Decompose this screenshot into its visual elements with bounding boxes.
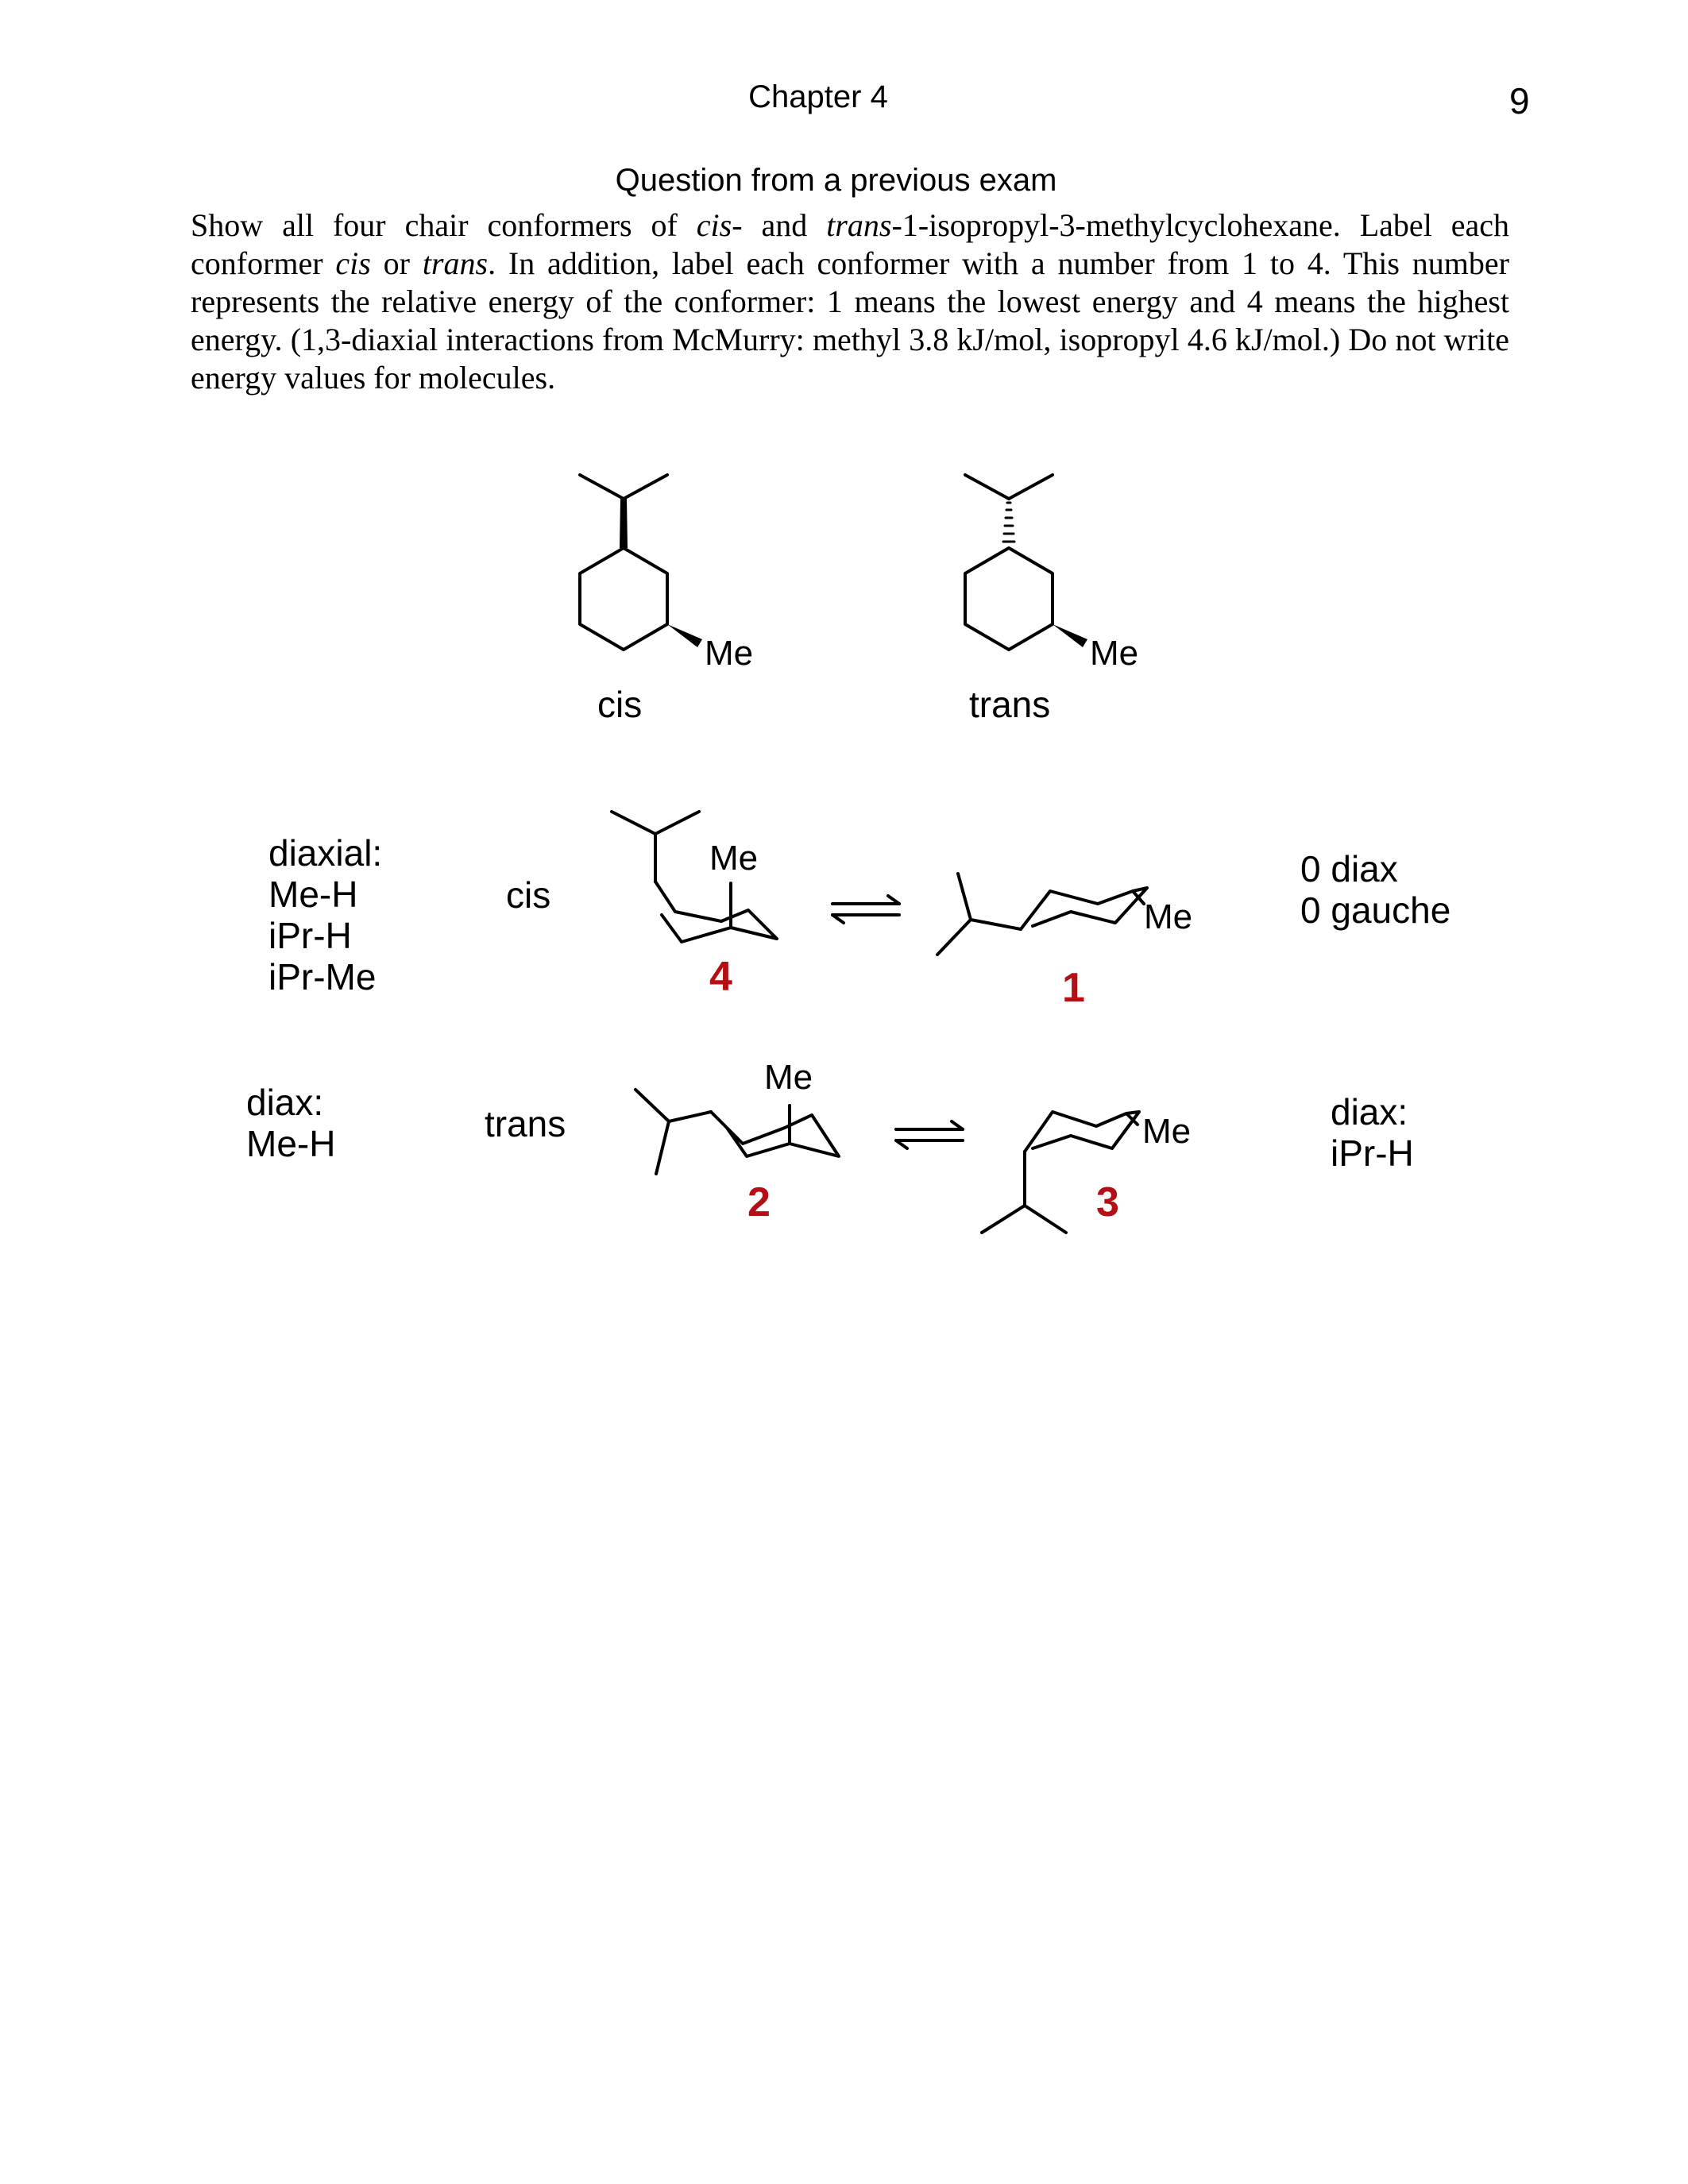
question-text: Show all four chair conformers of [191, 207, 697, 243]
methyl-label: Me [1144, 897, 1193, 936]
question-text: or [370, 245, 423, 281]
wedge-bond-methyl [1053, 624, 1087, 647]
cis-row-interaction-note [1300, 848, 1450, 931]
isopropyl-methyl-bond [656, 1121, 669, 1174]
methyl-label: Me [709, 839, 759, 878]
page-number: 9 [1509, 80, 1530, 122]
isopropyl-methyl-bond [612, 812, 655, 834]
wedge-bond-isopropyl [620, 499, 628, 548]
hashed-bond-isopropyl [1003, 503, 1014, 542]
energy-rank-3: 3 [1096, 1179, 1119, 1225]
isopropyl-methyl-bond [655, 812, 699, 834]
methyl-label: Me [705, 634, 754, 673]
cis-row-diaxial-note [268, 832, 382, 997]
equatorial-isopropyl-bond [669, 1112, 711, 1121]
cis-structure-label: cis [597, 684, 643, 725]
methyl-label: Me [764, 1058, 813, 1097]
trans-structure [965, 475, 1087, 650]
chair-ring [711, 1112, 839, 1156]
chair-conformer-2 [635, 1090, 839, 1174]
methyl-label: Me [1142, 1112, 1192, 1151]
trans-row-diaxial-note [246, 1082, 335, 1164]
question-text: -1-isopropyl-3-methylcyclohexane. Label each conformer [191, 207, 1509, 281]
isopropyl-methyl-bond [1009, 475, 1053, 499]
isopropyl-methyl-bond [937, 920, 971, 955]
cyclohexane-ring [580, 548, 667, 650]
equilibrium-arrows [896, 1121, 963, 1148]
energy-rank-4: 4 [709, 954, 732, 1000]
chair-ring [1025, 1112, 1139, 1152]
note-line: 0 diax [1300, 848, 1398, 889]
isopropyl-methyl-bond [580, 475, 624, 499]
note-line: Me-H [246, 1123, 336, 1164]
isopropyl-methyl-bond [1025, 1206, 1066, 1233]
methyl-label: Me [1090, 634, 1139, 673]
note-line: diax: [246, 1082, 324, 1123]
energy-rank-2: 2 [747, 1179, 771, 1225]
isopropyl-methyl-bond [982, 1206, 1025, 1233]
question-trans-term: trans [826, 207, 892, 243]
note-line: iPr-H [268, 915, 352, 956]
question-text: - and [732, 207, 827, 243]
chapter-header: Chapter 4 [748, 79, 888, 114]
cis-row-label: cis [506, 874, 551, 916]
question-text: . In addition, label each conformer with a number from 1 to 4. This number represents the relative energy of the conformer: 1 means the lowest energy and 4 means the highest energy. (1,3-diaxial interactions from McMurry: methyl 3.8 kJ/mol, isopropyl 4.6 kJ/mol.) Do not write energy values for molecules. [191, 245, 1509, 396]
note-line: diax: [1331, 1091, 1408, 1133]
trans-structure-label: trans [969, 684, 1051, 725]
isopropyl-methyl-bond [965, 475, 1009, 499]
energy-rank-1: 1 [1062, 965, 1085, 1011]
cyclohexane-ring [965, 548, 1053, 650]
note-line: diaxial: [268, 832, 383, 874]
isopropyl-methyl-bond [624, 475, 667, 499]
note-line: Me-H [268, 874, 358, 915]
isopropyl-methyl-bond [958, 874, 971, 920]
note-line: 0 gauche [1300, 889, 1451, 931]
trans-row-diaxial-note-right [1331, 1091, 1414, 1174]
note-line: iPr-H [1331, 1133, 1414, 1174]
question-cis-term: cis [335, 245, 371, 281]
trans-row-label: trans [485, 1103, 566, 1144]
question-trans-term: trans [422, 245, 489, 281]
question-title: Question from a previous exam [615, 163, 1057, 198]
chair-conformer-1 [937, 874, 1147, 955]
wedge-bond-methyl [667, 624, 702, 647]
isopropyl-methyl-bond [635, 1090, 669, 1121]
equatorial-isopropyl-bond [971, 920, 1021, 929]
equilibrium-arrows [832, 896, 899, 923]
question-cis-term: cis [696, 207, 732, 243]
cis-structure [580, 475, 702, 650]
note-line: iPr-Me [268, 956, 377, 997]
chair-ring [655, 882, 777, 942]
chair-ring [1021, 888, 1147, 929]
